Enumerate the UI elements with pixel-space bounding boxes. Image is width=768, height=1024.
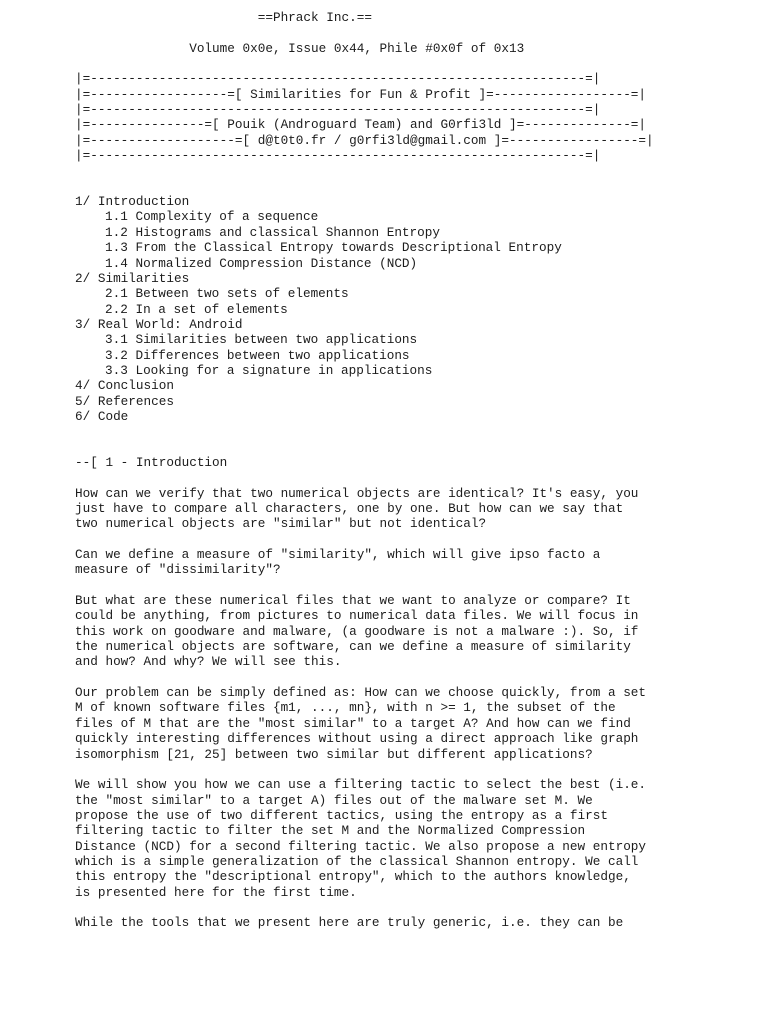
paragraph <box>75 777 755 900</box>
volume-issue-line: Volume 0x0e, Issue 0x44, Phile #0x0f of 0x13 <box>75 40 525 56</box>
banner-emails: |=-------------------=[ d@t0t0.fr / g0rfi3ld@gmail.com ]=-----------------=| <box>75 132 654 148</box>
paragraph <box>75 486 755 532</box>
blank-line <box>75 900 755 915</box>
paragraph-line: this entropy the "descriptional entropy", which to the authors knowledge, <box>75 869 631 885</box>
paragraph-line: just have to compare all characters, one by one. But how can we say that <box>75 501 624 516</box>
title-banner <box>75 71 755 163</box>
blank-line <box>75 424 755 439</box>
toc-item: 4/ Conclusion <box>75 378 174 394</box>
paragraph <box>75 547 755 578</box>
banner-rule: |=-----------------------------------------------------------------=| <box>75 71 601 87</box>
banner-rule: |=-----------------------------------------------------------------=| <box>75 102 601 118</box>
paragraph-line: the "most similar" to a target A) files out of the malware set M. We <box>75 792 593 808</box>
blank-line <box>75 670 755 685</box>
blank-line <box>75 179 755 194</box>
toc-item: 1/ Introduction <box>75 194 190 210</box>
toc-subitem: 1.4 Normalized Compression Distance (NCD) <box>105 255 418 271</box>
paragraph-line: which is a simple generalization of the classical Shannon entropy. We call <box>75 853 639 869</box>
toc-subitem: 1.3 From the Classical Entropy towards Descriptional Entropy <box>105 240 562 256</box>
banner-title: |=------------------=[ Similarities for Fun & Profit ]=------------------=| <box>75 86 647 102</box>
blank-line <box>75 440 755 455</box>
toc-subitem: 1.2 Histograms and classical Shannon Entropy <box>105 224 441 240</box>
paragraph-line: propose the use of two different tactics, using the entropy as a first <box>75 807 608 823</box>
paragraph-line: files of M that are the "most similar" to a target A? And how can we find <box>75 715 631 731</box>
paragraph-line: is presented here for the first time. <box>75 884 357 900</box>
paragraph-line: could be anything, from pictures to numerical data files. We will focus in <box>75 608 639 624</box>
toc-item: 3/ Real World: Android <box>75 316 243 332</box>
paragraph-line: We will show you how we can use a filtering tactic to select the best (i.e. <box>75 777 647 793</box>
toc-item: 2/ Similarities <box>75 270 190 286</box>
paragraph-line: While the tools that we present here are truly generic, i.e. they can be <box>75 915 624 931</box>
paragraph <box>75 593 755 670</box>
blank-line <box>75 25 755 40</box>
toc-item: 6/ Code <box>75 408 129 424</box>
toc-subitem: 3.3 Looking for a signature in applications <box>105 362 433 378</box>
toc-subitem: 2.2 In a set of elements <box>105 301 288 317</box>
table-of-contents <box>75 194 755 424</box>
blank-line <box>75 762 755 777</box>
paragraph-line: But what are these numerical files that we want to analyze or compare? It <box>75 593 631 609</box>
banner-rule: |=-----------------------------------------------------------------=| <box>75 148 601 164</box>
section-heading: --[ 1 - Introduction <box>75 454 228 470</box>
toc-subitem: 2.1 Between two sets of elements <box>105 286 349 302</box>
paragraph-line: this work on goodware and malware, (a goodware is not a malware :). So, if <box>75 623 639 639</box>
paragraph-line: How can we verify that two numerical objects are identical? It's easy, you <box>75 485 639 501</box>
banner-authors: |=---------------=[ Pouik (Androguard Team) and G0rfi3ld ]=--------------=| <box>75 117 647 133</box>
blank-line <box>75 56 755 71</box>
blank-line <box>75 163 755 178</box>
toc-subitem: 1.1 Complexity of a sequence <box>105 209 319 225</box>
paragraph-line: two numerical objects are "similar" but not identical? <box>75 516 487 532</box>
paragraph-line: filtering tactic to filter the set M and the Normalized Compression <box>75 823 586 839</box>
paragraph-line: the numerical objects are software, can we define a measure of similarity <box>75 639 631 655</box>
paragraph-line: and how? And why? We will see this. <box>75 654 342 670</box>
paragraph-line: quickly interesting differences without using a direct approach like graph <box>75 731 639 747</box>
blank-line <box>75 578 755 593</box>
blank-line <box>75 532 755 547</box>
toc-subitem: 3.2 Differences between two applications <box>105 347 410 363</box>
paragraph-line: Can we define a measure of "similarity", which will give ipso facto a <box>75 547 601 563</box>
phrack-org-line: ==Phrack Inc.== <box>75 10 372 25</box>
paragraph <box>75 685 755 762</box>
paragraph-line: isomorphism [21, 25] between two similar but different applications? <box>75 746 593 762</box>
paragraph-line: Distance (NCD) for a second filtering tactic. We also propose a new entropy <box>75 838 647 854</box>
paragraph-line: M of known software files {m1, ..., mn}, with n >= 1, the subset of the <box>75 700 616 716</box>
paragraph <box>75 915 755 930</box>
phrack-article-page <box>75 10 755 931</box>
blank-line <box>75 470 755 485</box>
paragraph-line: Our problem can be simply defined as: How can we choose quickly, from a set <box>75 685 647 701</box>
paragraph-line: measure of "dissimilarity"? <box>75 562 281 578</box>
toc-item: 5/ References <box>75 393 174 409</box>
article-header <box>75 10 755 71</box>
toc-subitem: 3.1 Similarities between two applications <box>105 332 418 348</box>
